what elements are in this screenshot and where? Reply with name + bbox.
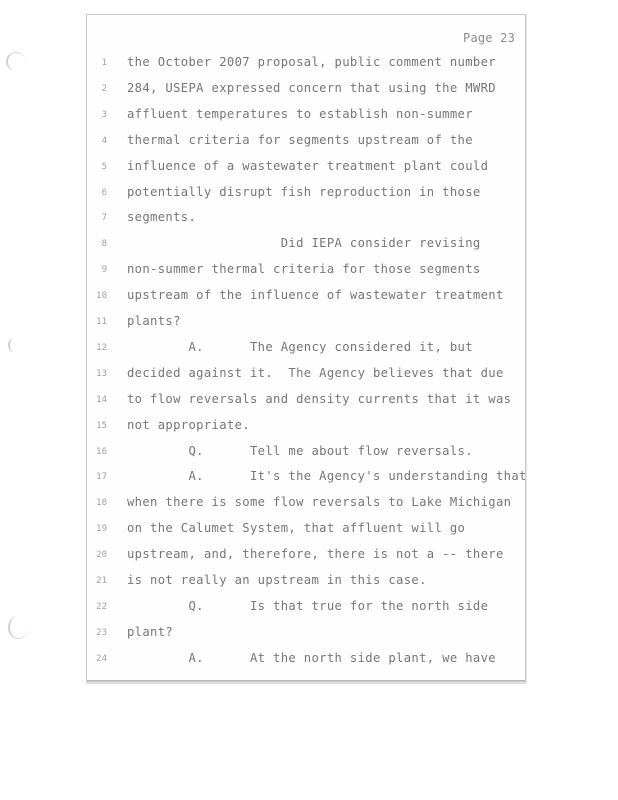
transcript-line xyxy=(87,469,525,487)
line-number: 5 xyxy=(101,161,107,172)
transcript-line xyxy=(87,392,525,410)
transcript-line xyxy=(87,55,525,73)
line-text: Q. Is that true for the north side xyxy=(127,598,489,613)
line-number: 8 xyxy=(101,239,107,250)
line-number: 13 xyxy=(96,368,107,379)
transcript-line xyxy=(87,573,525,591)
line-text: upstream of the influence of wastewater treatment xyxy=(127,288,504,303)
line-number: 12 xyxy=(96,342,107,353)
line-text: plant? xyxy=(127,624,174,639)
line-text: decided against it. The Agency believes that due xyxy=(127,365,504,380)
line-text: thermal criteria for segments upstream of the xyxy=(127,132,473,147)
line-text: non-summer thermal criteria for those segments xyxy=(127,262,481,277)
line-number: 7 xyxy=(101,213,107,224)
line-text: when there is some flow reversals to Lake Michigan xyxy=(127,495,512,510)
line-text: potentially disrupt fish reproduction in those xyxy=(127,184,481,199)
line-text: 284, USEPA expressed concern that using the MWRD xyxy=(127,80,496,95)
line-text: to flow reversals and density currents that it was xyxy=(127,391,512,406)
transcript-line xyxy=(87,262,525,280)
transcript-line xyxy=(87,340,525,358)
transcript-line xyxy=(87,236,525,254)
line-number: 20 xyxy=(96,550,107,561)
line-number: 6 xyxy=(101,187,107,198)
page-number: Page 23 xyxy=(463,31,515,45)
line-number: 15 xyxy=(96,420,107,431)
line-number: 21 xyxy=(96,576,107,586)
transcript-line xyxy=(87,366,525,384)
line-text: plants? xyxy=(127,314,181,328)
line-number: 2 xyxy=(101,83,107,94)
transcript-line xyxy=(87,314,525,332)
line-text: not appropriate. xyxy=(127,417,250,432)
line-text: upstream, and, therefore, there is not a -- there xyxy=(127,547,504,562)
scan-artifact-mark xyxy=(8,338,20,352)
line-number: 23 xyxy=(96,627,107,638)
line-number: 18 xyxy=(96,498,107,509)
line-number: 17 xyxy=(96,472,107,483)
transcript-line xyxy=(87,599,525,617)
transcript-line xyxy=(87,495,525,513)
line-text: A. The Agency considered it, but xyxy=(127,339,473,354)
line-number: 1 xyxy=(101,58,107,68)
transcript-line xyxy=(87,547,525,565)
line-text: on the Calumet System, that affluent will go xyxy=(127,521,466,536)
line-number: 11 xyxy=(96,317,107,327)
transcript-line xyxy=(87,418,525,436)
scan-artifact-mark xyxy=(8,616,28,639)
transcript-line xyxy=(87,81,525,99)
transcript-line xyxy=(87,133,525,151)
line-text: the October 2007 proposal, public comment number xyxy=(127,55,496,69)
transcript-line xyxy=(87,288,525,306)
transcript-page xyxy=(86,14,526,682)
transcript-line xyxy=(87,159,525,177)
line-number: 16 xyxy=(96,446,107,457)
line-number: 19 xyxy=(96,524,107,535)
line-text: is not really an upstream in this case. xyxy=(127,573,427,587)
line-text: Q. Tell me about flow reversals. xyxy=(127,443,473,458)
transcript-line xyxy=(87,444,525,462)
line-number: 10 xyxy=(96,291,107,302)
transcript-line xyxy=(87,625,525,643)
line-number: 22 xyxy=(96,601,107,612)
transcript-line xyxy=(87,185,525,203)
line-text: Did IEPA consider revising xyxy=(127,236,481,251)
transcript-line xyxy=(87,651,525,669)
transcript-line xyxy=(87,521,525,539)
line-number: 4 xyxy=(101,135,107,146)
scan-artifact-mark xyxy=(6,52,26,71)
line-text: segments. xyxy=(127,210,197,225)
line-text: affluent temperatures to establish non-summer xyxy=(127,106,473,121)
transcript-line xyxy=(87,107,525,125)
page-bottom-rule xyxy=(87,680,525,681)
line-text: influence of a wastewater treatment plant could xyxy=(127,158,489,173)
line-text: A. It's the Agency's understanding that xyxy=(127,469,527,484)
transcript-line xyxy=(87,210,525,228)
line-text: A. At the north side plant, we have xyxy=(127,650,496,665)
line-number: 3 xyxy=(101,109,107,120)
line-number: 24 xyxy=(96,653,107,664)
line-number: 9 xyxy=(101,265,107,276)
line-number: 14 xyxy=(96,394,107,405)
